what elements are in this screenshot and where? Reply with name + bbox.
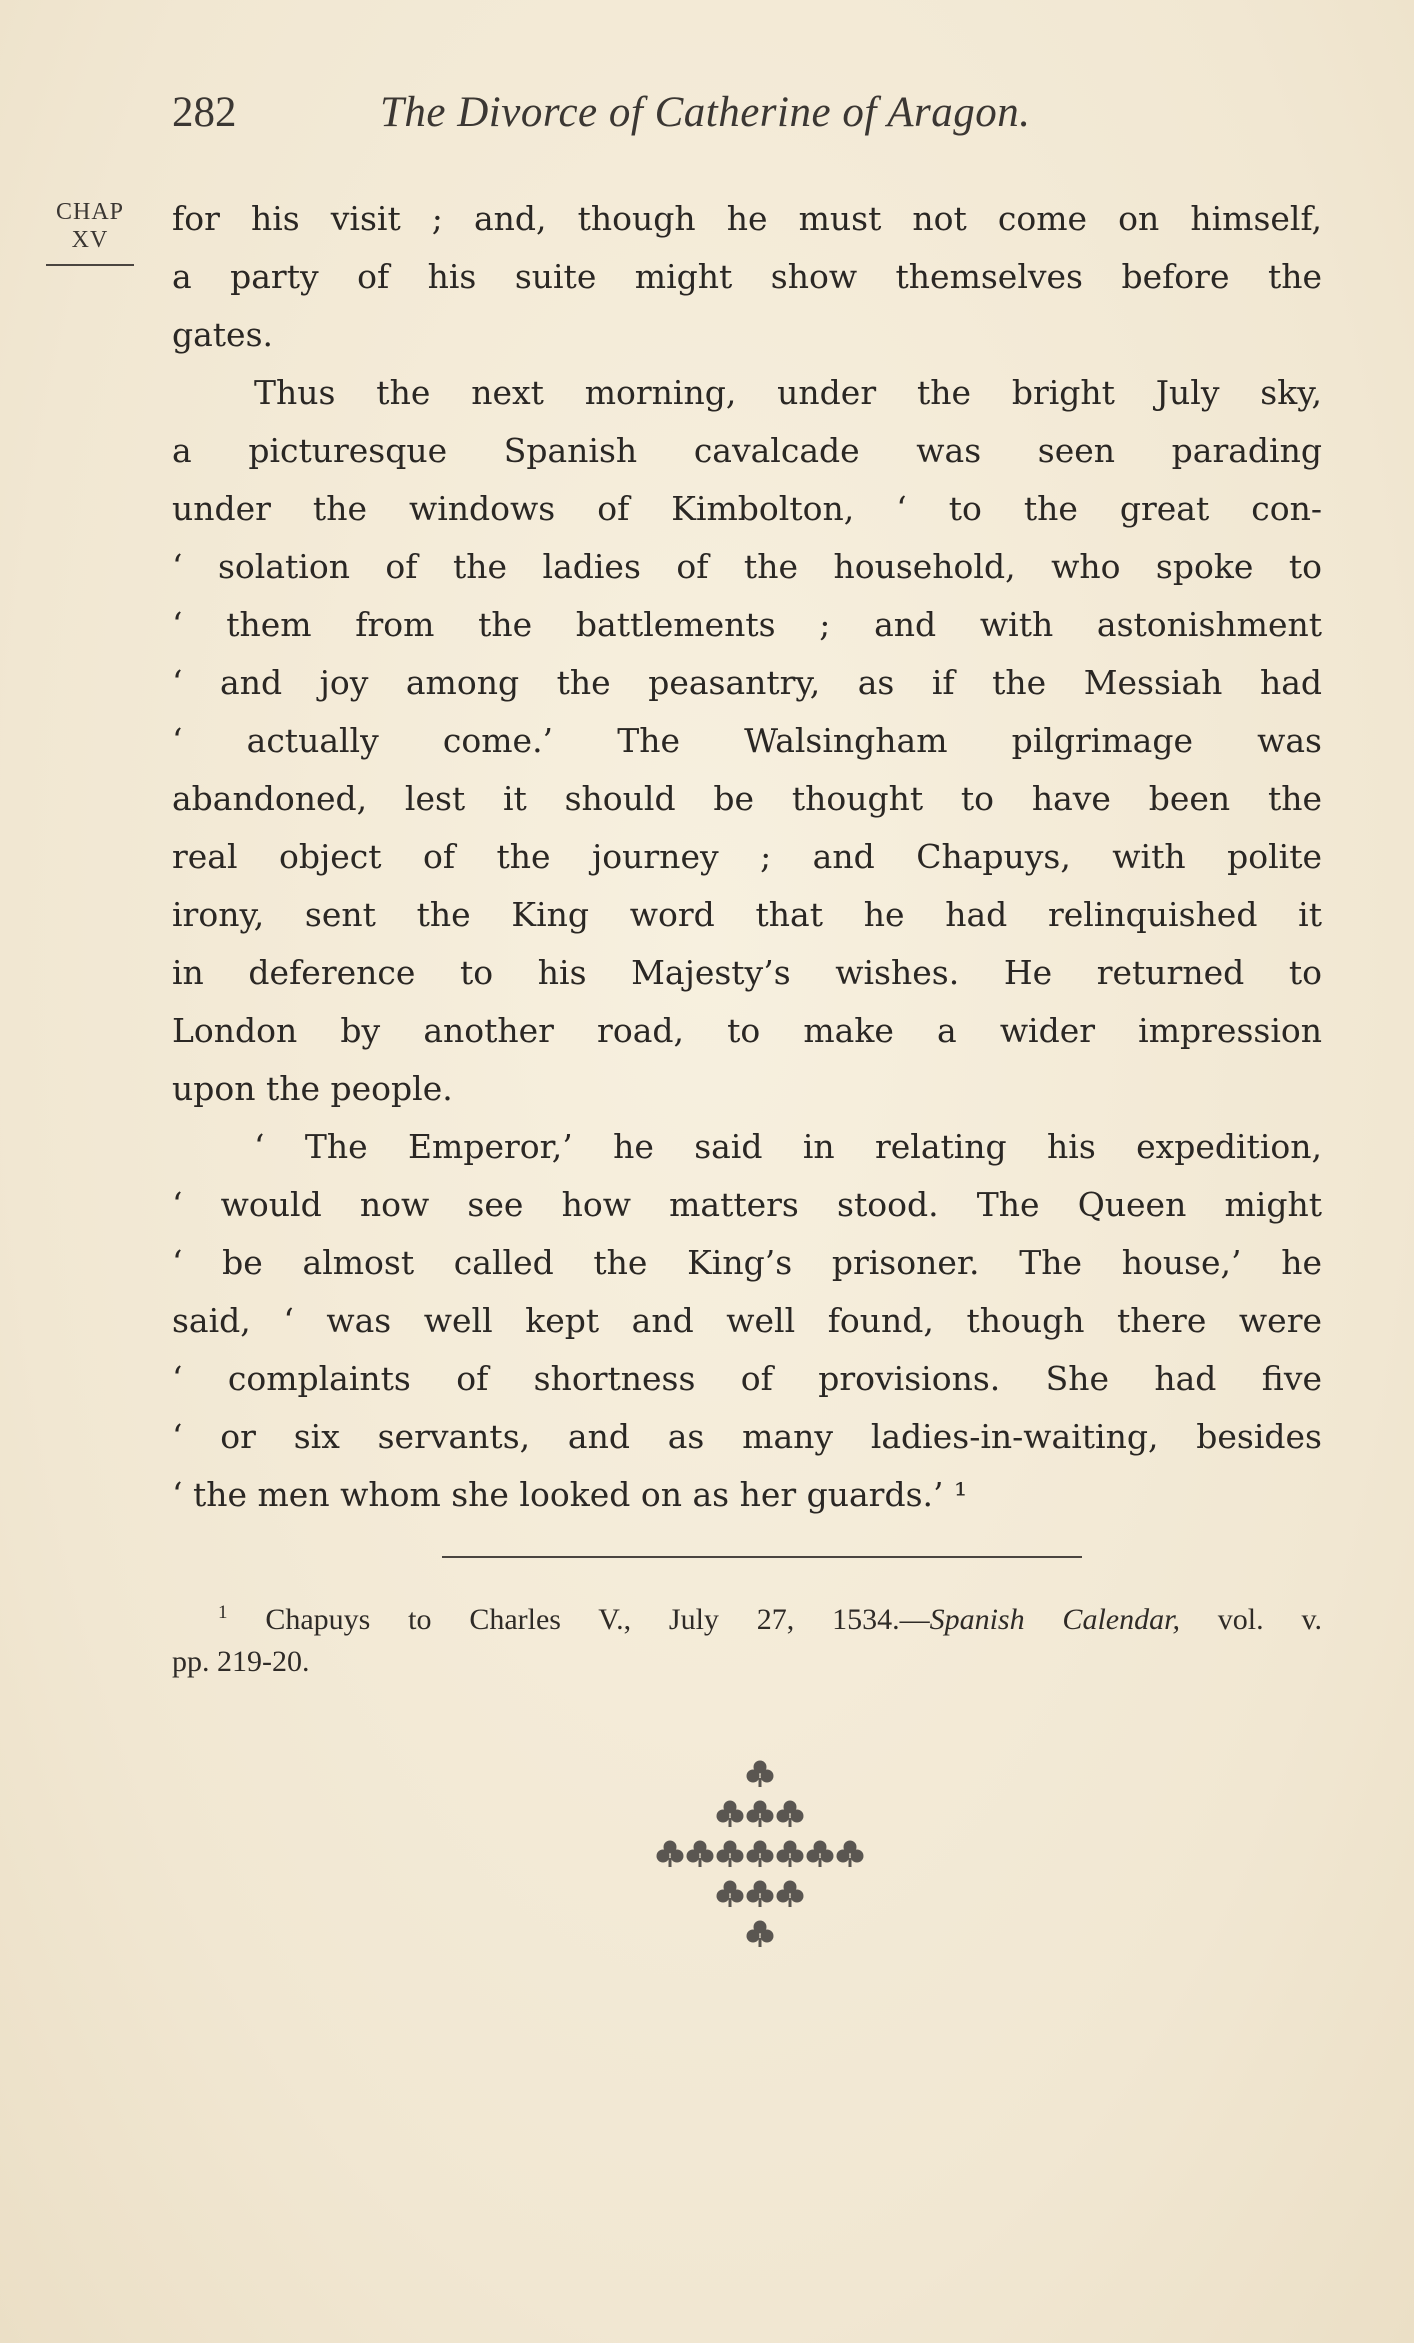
text-line: said, ‘ was well kept and well found, though there were [172, 1301, 1322, 1340]
text-line: upon the people. [172, 1069, 453, 1108]
shamrock-ornament-icon [650, 1752, 870, 1972]
text-line: ‘ complaints of shortness of provisions. She had five [172, 1359, 1322, 1398]
chapter-margin-note [40, 198, 140, 266]
footnote-pages: pp. 219-20. [172, 1645, 310, 1678]
margin-divider [46, 264, 134, 266]
text-line: real object of the journey ; and Chapuys, with polite [172, 837, 1322, 876]
page-number: 282 [172, 89, 237, 136]
text-line: ‘ the men whom she looked on as her guards.’ ¹ [172, 1475, 968, 1514]
chapter-label: CHAP [55, 199, 125, 225]
footnote-source-title: Spanish Calendar, [929, 1603, 1180, 1636]
text-line: for his visit ; and, though he must not come on himself, [172, 199, 1322, 238]
text-line: ‘ solation of the ladies of the household, who spoke to [172, 547, 1322, 586]
text-line: London by another road, to make a wider impression [172, 1011, 1322, 1050]
footnote-divider [442, 1556, 1082, 1558]
text-line: Thus the next morning, under the bright July sky, [254, 373, 1322, 412]
chapter-number: XV [71, 227, 109, 253]
footnote-marker: 1 [218, 1602, 228, 1623]
footnote-citation: Chapuys to Charles V., July 27, 1534.— [265, 1603, 930, 1636]
text-line: ‘ and joy among the peasantry, as if the Messiah had [172, 663, 1322, 702]
text-line: ‘ The Emperor,’ he said in relating his expedition, [254, 1127, 1322, 1166]
text-line: under the windows of Kimbolton, ‘ to the great con- [172, 489, 1322, 528]
text-line: irony, sent the King word that he had relinquished it [172, 895, 1322, 934]
body-text [172, 190, 1322, 1524]
footnote-line [172, 1592, 1322, 1641]
text-line: ‘ them from the battlements ; and with astonishment [172, 605, 1322, 644]
text-line: a party of his suite might show themselves before the [172, 257, 1322, 296]
text-line: a picturesque Spanish cavalcade was seen parading [172, 431, 1322, 470]
text-line: ‘ would now see how matters stood. The Queen might [172, 1185, 1322, 1224]
text-line: ‘ actually come.’ The Walsingham pilgrimage was [172, 721, 1322, 760]
footnote-volume: vol. v. [1179, 1603, 1323, 1636]
running-title: The Divorce of Catherine of Aragon. [380, 89, 1031, 136]
footnote [172, 1592, 1322, 1683]
text-line: abandoned, lest it should be thought to have been the [172, 779, 1322, 818]
running-header [172, 88, 1322, 148]
text-line: gates. [172, 315, 274, 354]
text-line: ‘ or six servants, and as many ladies-in-waiting, besides [172, 1417, 1322, 1456]
text-line: in deference to his Majesty’s wishes. He returned to [172, 953, 1322, 992]
text-line: ‘ be almost called the King’s prisoner. The house,’ he [172, 1243, 1322, 1282]
